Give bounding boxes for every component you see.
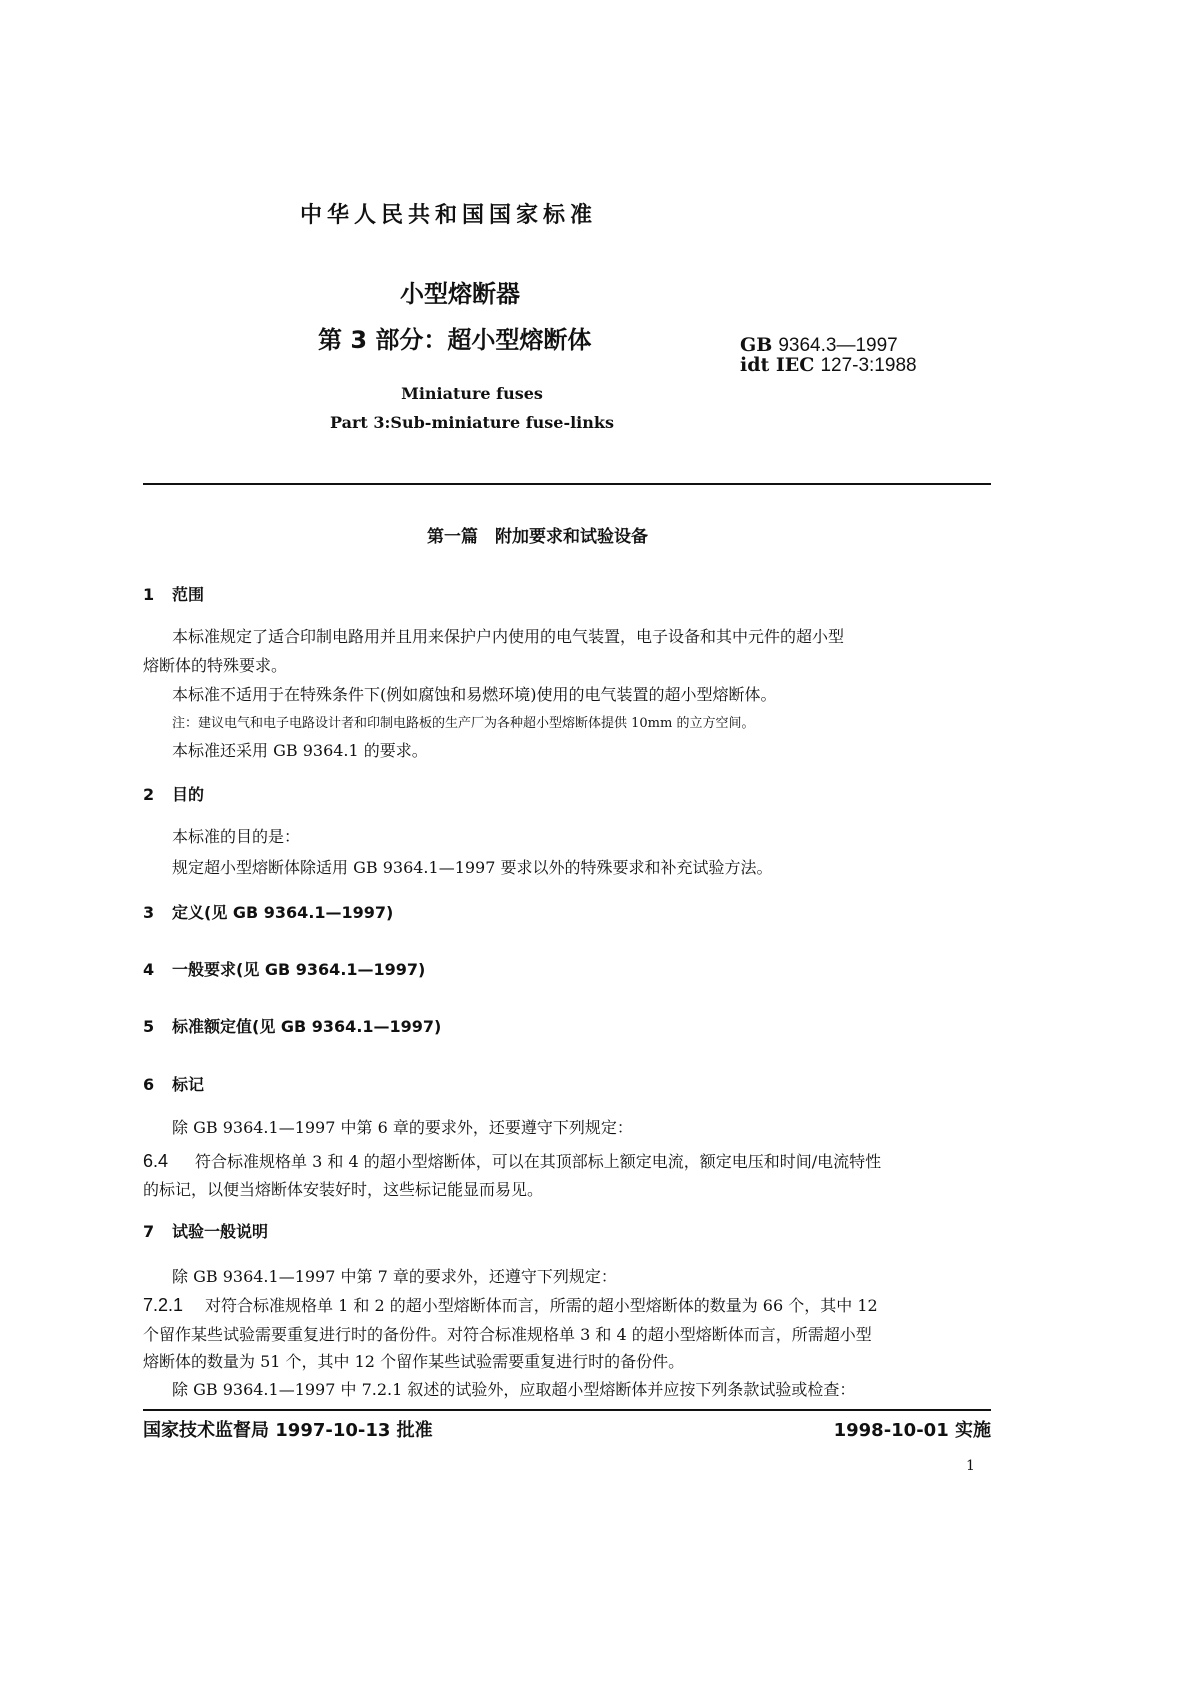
paragraph: 个留作某些试验需要重复进行时的备份件。对符合标准规格单 3 和 4 的超小型熔断体而言，所需超小型 (143, 1325, 872, 1344)
note: 注：建议电气和电子电路设计者和印制电路板的生产厂为各种超小型熔断体提供 10mm 的立方空间。 (172, 716, 755, 731)
section-6-heading (143, 1074, 204, 1096)
paragraph: 规定超小型熔断体除适用 GB 9364.1—1997 要求以外的特殊要求和补充试验方法。 (172, 858, 773, 877)
idt-prefix: idt IEC (740, 354, 815, 376)
section-number: 3 (143, 903, 155, 922)
section-title: 试验一般说明 (172, 1222, 269, 1241)
clause-6-4 (143, 1150, 881, 1173)
paragraph: 熔断体的数量为 51 个，其中 12 个留作某些试验需要重复进行时的备份件。 (143, 1352, 685, 1371)
paragraph: 除 GB 9364.1—1997 中 7.2.1 叙述的试验外，应取超小型熔断体并应按下列条款试验或检查： (172, 1380, 856, 1399)
code-prefix: GB (740, 334, 773, 356)
national-standard-header: 中华人民共和国国家标准 (300, 203, 598, 228)
part-heading: 第一篇 附加要求和试验设备 (427, 527, 648, 547)
section-2-heading (143, 784, 204, 806)
section-number: 2 (143, 785, 155, 804)
section-title: 一般要求(见 GB 9364.1—1997) (172, 960, 426, 979)
code-number: 9364.3—1997 (778, 335, 898, 356)
section-title: 范围 (172, 585, 205, 604)
section-number: 7 (143, 1222, 155, 1241)
paragraph: 本标准规定了适合印制电路用并且用来保护户内使用的电气装置，电子设备和其中元件的超小型 (172, 627, 845, 646)
paragraph: 本标准还采用 GB 9364.1 的要求。 (172, 741, 428, 760)
footer-divider (143, 1409, 991, 1411)
section-title: 标记 (172, 1075, 205, 1094)
header-divider (143, 483, 991, 485)
clause-text: 对符合标准规格单 1 和 2 的超小型熔断体而言，所需的超小型熔断体的数量为 66 个，其中 12 (205, 1296, 878, 1315)
section-number: 5 (143, 1017, 155, 1036)
section-title: 目的 (172, 785, 205, 804)
idt-number: 127-3:1988 (820, 355, 917, 376)
clause-7-2-1 (143, 1294, 878, 1317)
english-title-2: Part 3:Sub-miniature fuse-links (330, 413, 614, 432)
effective-date: 1998-10-01 实施 (833, 1420, 991, 1441)
idt-code (740, 354, 917, 377)
section-7-heading (143, 1221, 268, 1243)
paragraph: 本标准的目的是： (172, 827, 301, 846)
section-title: 标准额定值(见 GB 9364.1—1997) (172, 1017, 442, 1036)
paragraph: 的标记，以便当熔断体安装好时，这些标记能显而易见。 (143, 1180, 544, 1199)
section-number: 4 (143, 960, 155, 979)
paragraph: 熔断体的特殊要求。 (143, 656, 288, 675)
page-number: 1 (966, 1458, 975, 1474)
section-1-heading (143, 584, 204, 606)
section-4-heading (143, 959, 425, 981)
section-number: 6 (143, 1075, 155, 1094)
section-3-heading (143, 902, 393, 924)
clause-number: 7.2.1 (143, 1295, 184, 1315)
section-number: 1 (143, 585, 155, 604)
title-line-1: 小型熔断器 (400, 280, 520, 308)
clause-number: 6.4 (143, 1151, 169, 1171)
english-title-1: Miniature fuses (401, 384, 543, 403)
paragraph: 除 GB 9364.1—1997 中第 7 章的要求外，还遵守下列规定： (172, 1267, 617, 1286)
paragraph: 本标准不适用于在特殊条件下(例如腐蚀和易燃环境)使用的电气装置的超小型熔断体。 (172, 685, 777, 704)
approval-date: 国家技术监督局 1997-10-13 批准 (143, 1420, 433, 1441)
title-line-2: 第 3 部分：超小型熔断体 (318, 326, 592, 354)
clause-text: 符合标准规格单 3 和 4 的超小型熔断体，可以在其顶部标上额定电流，额定电压和时间/电流特性 (195, 1152, 882, 1171)
section-title: 定义(见 GB 9364.1—1997) (172, 903, 394, 922)
section-5-heading (143, 1016, 441, 1038)
paragraph: 除 GB 9364.1—1997 中第 6 章的要求外，还要遵守下列规定： (172, 1118, 633, 1137)
